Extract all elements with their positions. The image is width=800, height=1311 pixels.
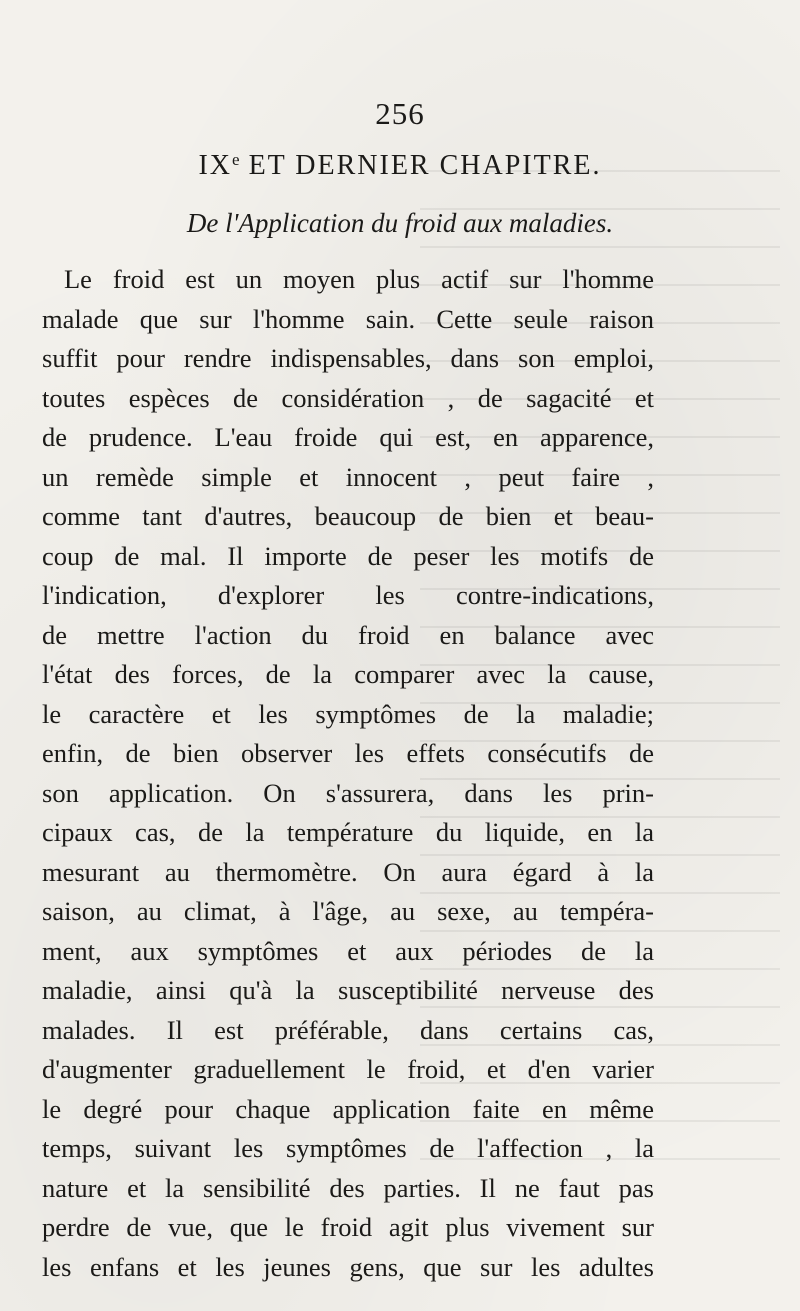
- page-number: 256: [375, 96, 425, 131]
- text-line: malade que sur l'homme sain. Cette seule raison: [42, 303, 654, 334]
- text-line: les enfans et les jeunes gens, que sur les adultes: [42, 1251, 654, 1282]
- text-line: nature et la sensibilité des parties. Il ne faut pas: [42, 1172, 654, 1203]
- chapter-number: IX: [198, 150, 233, 181]
- text-line: ment, aux symptômes et aux périodes de la: [42, 935, 654, 966]
- text-line: l'indication, d'explorer les contre-indications,: [42, 580, 654, 610]
- text-line: maladie, ainsi qu'à la susceptibilité nerveuse des: [42, 975, 654, 1005]
- text-line: enfin, de bien observer les effets consécutifs de: [42, 738, 654, 768]
- chapter-title-text: ET DERNIER CHAPITRE.: [248, 150, 602, 181]
- text-line: perdre de vue, que le froid agit plus vivement sur: [42, 1212, 654, 1242]
- text-line: saison, au climat, à l'âge, au sexe, au tempéra-: [42, 896, 654, 926]
- text-line: coup de mal. Il importe de peser les motifs de: [42, 540, 654, 571]
- text-line: son application. On s'assurera, dans les prin-: [42, 777, 654, 808]
- text-line: temps, suivant les symptômes de l'affection , la: [42, 1133, 654, 1163]
- text-line: le caractère et les symptômes de la maladie;: [42, 698, 654, 729]
- text-line: toutes espèces de considération , de sagacité et: [42, 382, 654, 413]
- text-line: cipaux cas, de la température du liquide, en la: [42, 817, 654, 847]
- text-line: de mettre l'action du froid en balance avec: [42, 619, 654, 650]
- text-line: de prudence. L'eau froide qui est, en apparence,: [42, 422, 654, 452]
- text-line: malades. Il est préférable, dans certains cas,: [42, 1014, 654, 1045]
- text-line: mesurant au thermomètre. On aura égard à la: [42, 856, 654, 887]
- text-line: Le froid est un moyen plus actif sur l'homme: [64, 264, 654, 294]
- text-line: un remède simple et innocent , peut faire ,: [42, 461, 654, 492]
- text-line: le degré pour chaque application faite en même: [42, 1093, 654, 1124]
- chapter-number-suffix: e: [232, 150, 240, 169]
- text-line: comme tant d'autres, beaucoup de bien et beau-: [42, 501, 654, 531]
- chapter-title: [40, 150, 760, 182]
- text-line: d'augmenter graduellement le froid, et d'en varier: [42, 1054, 654, 1084]
- body-text: [42, 260, 654, 1287]
- text-line: suffit pour rendre indispensables, dans son emploi,: [42, 343, 654, 373]
- chapter-subtitle: De l'Application du froid aux maladies.: [186, 208, 614, 238]
- text-line: l'état des forces, de la comparer avec la cause,: [42, 659, 654, 689]
